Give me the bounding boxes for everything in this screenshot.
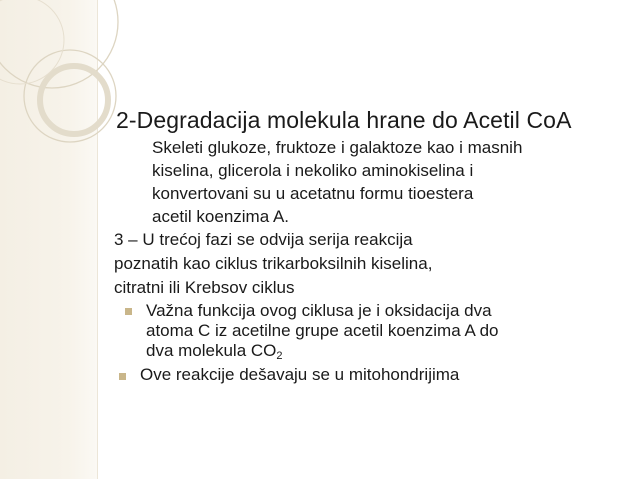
paragraph-third-phase — [114, 228, 626, 300]
paragraph-line: 3 – U trećoj fazi se odvija serija reakcija — [114, 230, 413, 249]
bullet-line — [146, 341, 626, 361]
bullet-line: Važna funkcija ovog ciklusa je i oksidacija dva — [146, 301, 492, 320]
bullet-text: dva molekula CO — [146, 341, 277, 360]
slide-content — [116, 106, 626, 385]
paragraph-line: kiselina, glicerola i nekoliko aminokiselina i — [152, 161, 474, 180]
paragraph-line: acetil koenzima A. — [152, 207, 290, 226]
slide-heading: 2-Degradacija molekula hrane do Acetil CoA — [116, 107, 572, 133]
list-item — [140, 365, 626, 385]
paragraph-line: poznatih kao ciklus trikarboksilnih kiselina, — [114, 254, 433, 273]
list-item — [146, 301, 626, 361]
square-bullet-icon — [119, 373, 126, 380]
paragraph-line: Skeleti glukoze, fruktoze i galaktoze kao i masnih — [152, 138, 523, 157]
subscript: 2 — [276, 350, 283, 362]
square-bullet-icon — [125, 308, 132, 315]
bullet-line: atoma C iz acetilne grupe acetil koenzima A do — [146, 321, 499, 340]
bullet-line: Ove reakcije dešavaju se u mitohondrijima — [140, 365, 460, 384]
paragraph-skeletons — [152, 136, 626, 228]
paragraph-line: konvertovani su u acetatnu formu tioestera — [152, 184, 474, 203]
paragraph-line: citratni ili Krebsov ciklus — [114, 278, 295, 297]
